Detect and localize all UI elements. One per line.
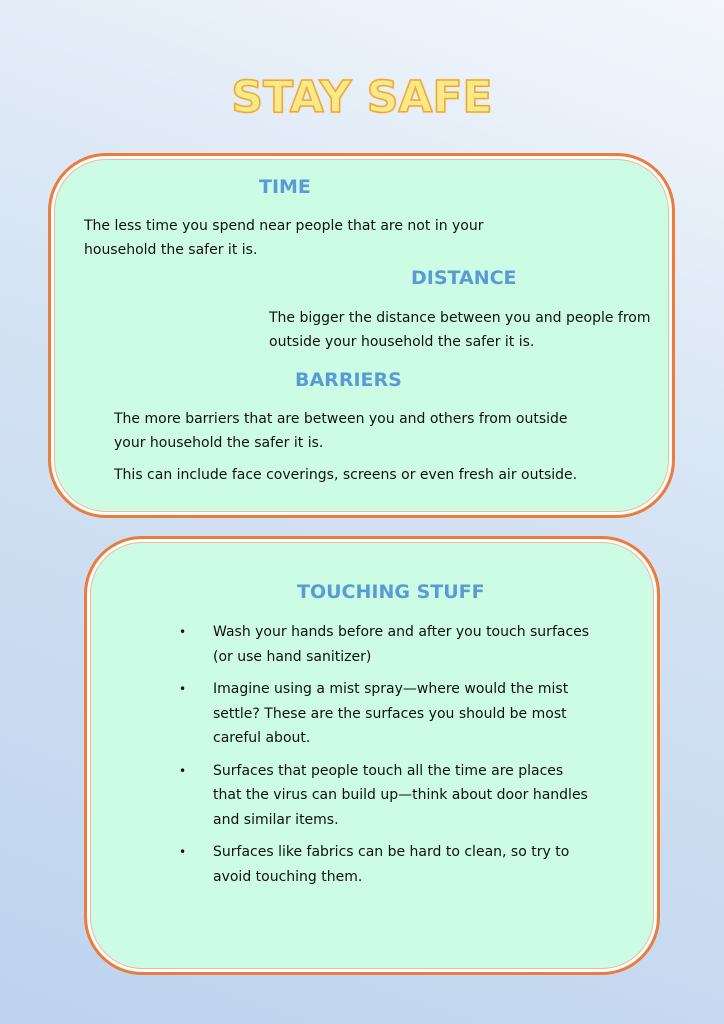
list-item — [176, 759, 596, 833]
list-item-text: Surfaces like fabrics can be hard to clean, so try to avoid touching them. — [213, 844, 570, 885]
touching-list — [176, 620, 596, 897]
list-item-text: Wash your hands before and after you touch surfaces (or use hand sanitizer) — [213, 624, 590, 665]
list-item-text: Imagine using a mist spray—where would the mist settle? These are the surfaces you should be most careful about. — [213, 681, 569, 746]
list-item — [176, 620, 596, 669]
barriers-heading: BARRIERS — [295, 369, 402, 391]
bullet-icon: • — [179, 845, 187, 859]
time-heading: TIME — [259, 176, 311, 198]
distance-heading: DISTANCE — [411, 267, 517, 289]
barriers-text-extra: This can include face coverings, screens or even fresh air outside. — [114, 467, 578, 483]
barriers-text: The more barriers that are between you and others from outside your household the safer it is. — [114, 411, 568, 451]
distance-text: The bigger the distance between you and people from outside your household the safer it is. — [269, 310, 651, 350]
page-title: STAY SAFE — [231, 72, 493, 123]
bullet-icon: • — [179, 682, 187, 696]
touching-heading: TOUCHING STUFF — [297, 581, 485, 603]
list-item — [176, 840, 596, 889]
list-item-text: Surfaces that people touch all the time are places that the virus can build up—think about door handles and similar items. — [213, 762, 588, 828]
bullet-icon: • — [179, 625, 187, 639]
time-text: The less time you spend near people that are not in your household the safer it is. — [84, 218, 484, 258]
list-item — [176, 677, 596, 751]
bullet-icon: • — [179, 763, 187, 778]
